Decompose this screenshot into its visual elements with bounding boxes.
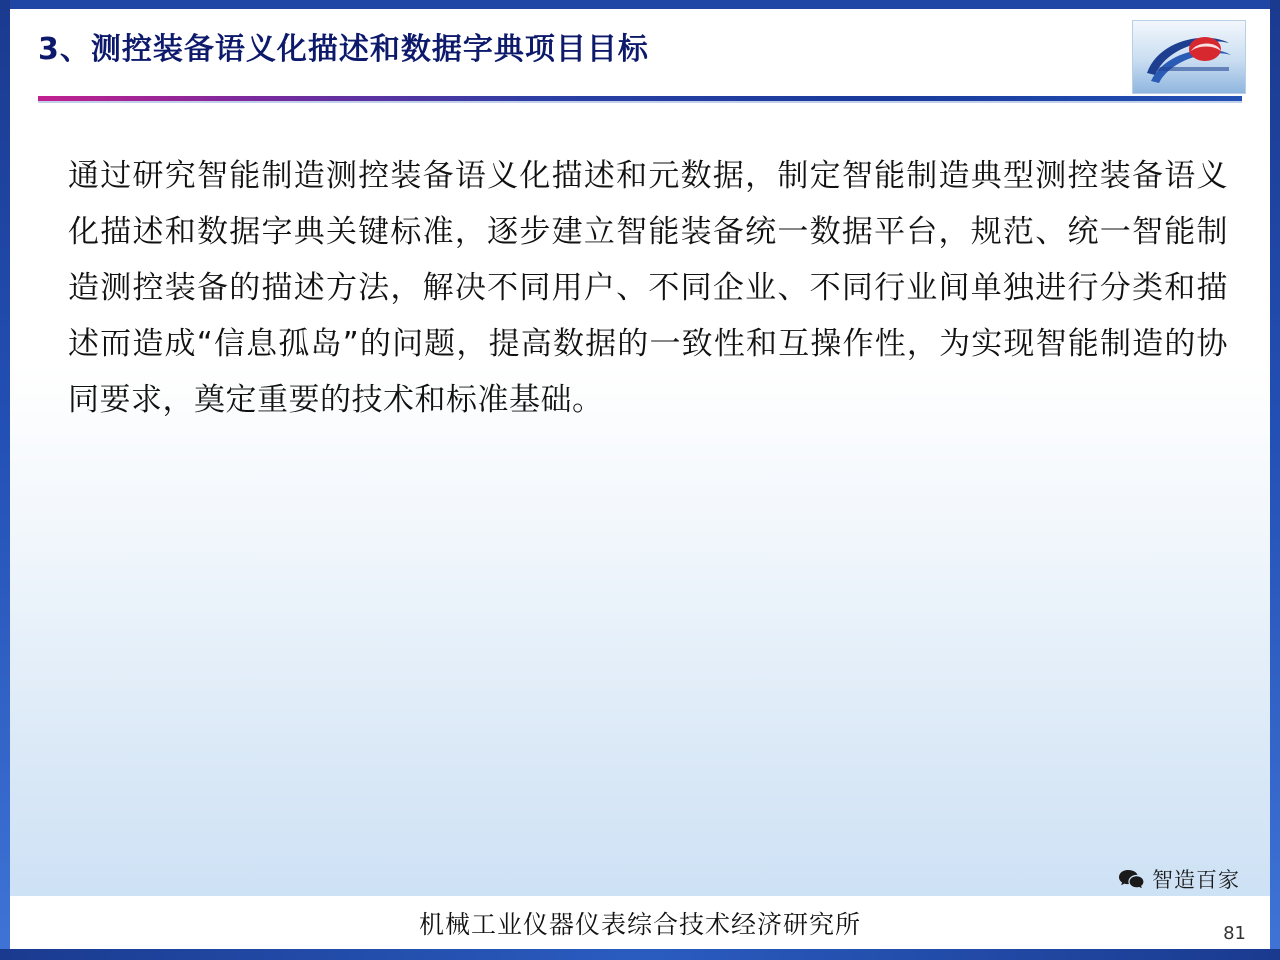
- body-paragraph: 通过研究智能制造测控装备语义化描述和元数据，制定智能制造典型测控装备语义化描述和数据字典关键标准，逐步建立智能装备统一数据平台，规范、统一智能制造测控装备的描述方法，解决不同用户、不同企业、不同行业间单独进行分类和描述而造成“信息孤岛”的问题，提高数据的一致性和互操作性，为实现智能制造的协同要求，奠定重要的技术和标准基础。: [68, 158, 1228, 418]
- logo-graphic: [1133, 21, 1245, 93]
- page-title: 3、测控装备语义化描述和数据字典项目目标: [38, 32, 649, 67]
- footer-bar: [10, 896, 1270, 949]
- title-block: [38, 28, 1108, 72]
- slide-border-bottom: [0, 949, 1280, 960]
- wechat-icon: [1118, 868, 1144, 890]
- slide-border-top: [0, 0, 1280, 9]
- slide-border-left: [0, 0, 10, 960]
- institute-logo: [1132, 20, 1246, 94]
- watermark-label: 智造百家: [1152, 868, 1240, 892]
- page-number: 81: [1223, 923, 1246, 944]
- title-divider-shadow: [38, 101, 1242, 103]
- watermark: [1118, 864, 1240, 894]
- slide-border-right: [1270, 0, 1280, 960]
- footer-label: 机械工业仪器仪表综合技术经济研究所: [418, 910, 861, 939]
